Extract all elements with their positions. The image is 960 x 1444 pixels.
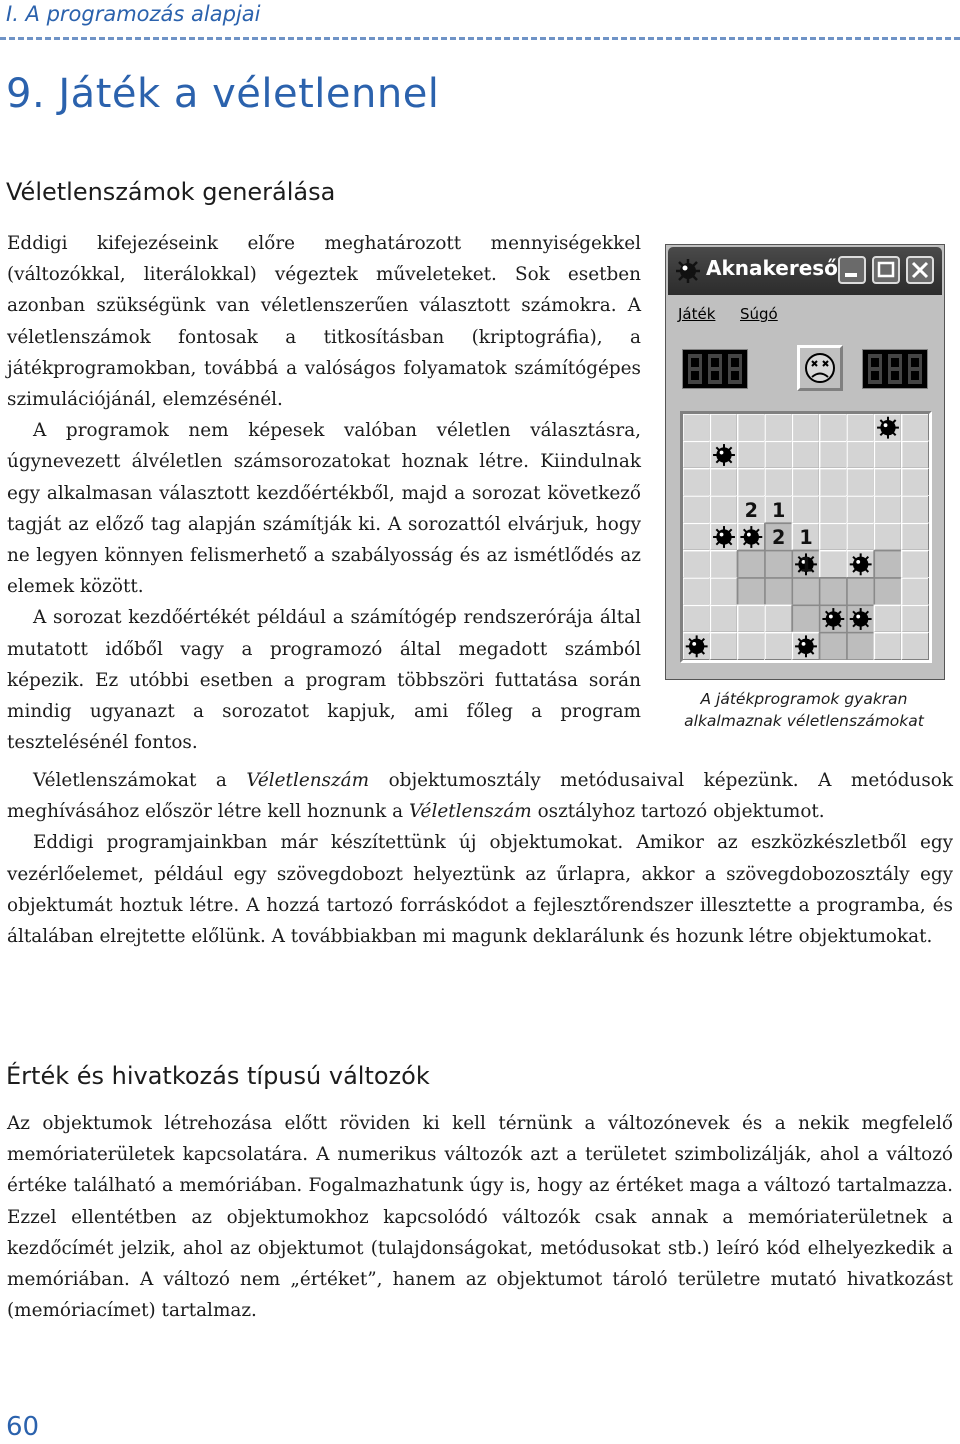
paragraph-3: A sorozat kezdőértékét például a számítógép rendszerórája által mutatott időből vagy a programozó által megadott számból képezik. Ez utóbbi esetben a program többszöri futtatása során mindig ugyanazt a sorozatot kapjuk, ami főleg a program tesztelésénél fontos. [7, 607, 641, 754]
mine-cell[interactable] [710, 551, 737, 578]
menu-game-label: Játék [678, 305, 716, 323]
caption-line-2: alkalmaznak véletlenszámokat [684, 712, 924, 730]
mine-count-number: 2 [744, 498, 758, 522]
mine-count-number: 2 [772, 526, 786, 550]
mine-cell[interactable] [902, 578, 929, 605]
running-head: I. A programozás alapjai [6, 2, 261, 26]
mine-cell[interactable] [765, 441, 792, 468]
mine-count-number: 1 [772, 498, 786, 522]
mine-cell[interactable] [765, 633, 792, 660]
close-icon [908, 258, 932, 282]
mine-cell[interactable] [710, 469, 737, 496]
mine-cell[interactable] [902, 551, 929, 578]
paragraph-1: Eddigi kifejezéseink előre meghatározott mennyiségekkel (változókkal, literálokkal) végeztek műveleteket. Sok esetben azonban szükségünk van véletlenszerűen választott számokra. A véletlenszámok fontosak a titkosításban (kriptográfia), a játékprogramokban, továbbá a valóságos folyamatok számítógépes szimulációjánál, elemzésénél. [7, 233, 641, 411]
mine-count-number: 1 [799, 553, 813, 577]
mine-cell[interactable] [902, 414, 929, 441]
mine-cell[interactable] [738, 633, 765, 660]
mine-icon [877, 417, 899, 439]
chapter-title: 9. Játék a véletlennel [6, 71, 440, 117]
mine-cell[interactable] [847, 633, 874, 660]
mine-cell[interactable] [683, 414, 710, 441]
mine-cell[interactable] [874, 441, 901, 468]
class-name-random-2: Véletlenszám [408, 801, 532, 823]
mine-cell[interactable] [820, 523, 847, 550]
mine-cell[interactable] [820, 441, 847, 468]
mine-cell[interactable] [792, 578, 819, 605]
mine-cell[interactable] [820, 633, 847, 660]
mine-cell[interactable] [792, 414, 819, 441]
mine-cell[interactable] [902, 441, 929, 468]
mine-cell[interactable] [738, 551, 765, 578]
window-title: Aknakereső [706, 256, 838, 280]
mine-cell[interactable] [902, 523, 929, 550]
mine-cell[interactable] [847, 523, 874, 550]
caption-line-1: A játékprogramok gyakran [700, 690, 908, 708]
mine-cell[interactable] [902, 469, 929, 496]
mine-icon [713, 526, 735, 548]
mine-cell[interactable] [683, 496, 710, 523]
mine-cell[interactable] [683, 578, 710, 605]
timer-counter [862, 349, 928, 389]
mine-cell[interactable] [847, 496, 874, 523]
face-button[interactable] [797, 345, 843, 391]
mine-cell[interactable] [820, 414, 847, 441]
section-title-value-reference: Érték és hivatkozás típusú változók [6, 1062, 430, 1090]
mine-cell[interactable] [820, 469, 847, 496]
mine-cell[interactable] [738, 469, 765, 496]
mine-cell[interactable] [792, 469, 819, 496]
mine-cell[interactable] [820, 551, 847, 578]
mine-cell[interactable] [847, 578, 874, 605]
mine-cell[interactable] [792, 496, 819, 523]
mine-cell[interactable] [874, 633, 901, 660]
figure-caption [654, 688, 954, 732]
header-divider [0, 37, 960, 40]
mine-cell[interactable] [683, 469, 710, 496]
mine-cell[interactable] [847, 469, 874, 496]
sad-face-icon [800, 348, 840, 388]
mine-cell[interactable] [874, 578, 901, 605]
mine-cell[interactable] [683, 441, 710, 468]
mine-cell[interactable] [738, 414, 765, 441]
class-name-random: Véletlenszám [246, 770, 370, 791]
paragraph-5: Eddigi programjainkban már készítettünk új objektumokat. Amikor az eszközkészletből egy vezérlőelemet, például egy szövegdobozt helyeztünk az űrlapra, akkor a szövegdobozosztály egy objektumát hoztuk létre. A hozzá tartozó forráskódot a fejlesztőrendszer illesztette a programba, és általában elrejtette előlünk. A továbbiakban mi magunk deklarálunk és hozunk létre objektumokat. [7, 832, 953, 948]
paragraph-4-text-a: Véletlenszámokat a [33, 770, 247, 791]
paragraph-4 [7, 765, 953, 827]
window-titlebar[interactable] [668, 247, 942, 295]
minimize-button[interactable] [838, 256, 866, 284]
mine-counter [682, 349, 748, 389]
mine-cell[interactable] [710, 496, 737, 523]
section-2-text [7, 1108, 953, 1326]
mine-cell[interactable] [683, 551, 710, 578]
mine-cell[interactable] [765, 551, 792, 578]
mine-count-number: 1 [799, 526, 813, 550]
page-number: 60 [6, 1412, 40, 1442]
mine-cell[interactable] [902, 633, 929, 660]
mine-field[interactable] [680, 411, 932, 663]
mine-cell[interactable] [738, 605, 765, 632]
minesweeper-window [665, 244, 945, 680]
full-width-text [7, 765, 953, 952]
mine-app-icon [674, 257, 702, 285]
mine-cell[interactable] [765, 578, 792, 605]
mine-cell[interactable] [902, 605, 929, 632]
mine-cell[interactable] [710, 414, 737, 441]
mine-field-grid[interactable] [683, 414, 929, 660]
mine-cell[interactable] [710, 578, 737, 605]
figure-minesweeper [665, 244, 947, 680]
mine-cell[interactable] [874, 551, 901, 578]
mine-cell[interactable] [738, 441, 765, 468]
close-button[interactable] [906, 256, 934, 284]
status-panel [676, 341, 932, 393]
mine-cell[interactable] [847, 414, 874, 441]
intro-column [7, 228, 641, 758]
mine-cell[interactable] [902, 496, 929, 523]
mine-cell[interactable] [874, 496, 901, 523]
section-title-random-numbers: Véletlenszámok generálása [6, 178, 336, 206]
mine-cell[interactable] [874, 523, 901, 550]
mine-cell[interactable] [710, 605, 737, 632]
mine-cell[interactable] [820, 496, 847, 523]
maximize-icon [874, 258, 898, 282]
mine-cell[interactable] [765, 414, 792, 441]
mine-cell[interactable] [792, 605, 819, 632]
mine-cell[interactable] [792, 441, 819, 468]
mine-cell[interactable] [683, 523, 710, 550]
menu-bar [668, 297, 942, 325]
mine-cell[interactable] [765, 605, 792, 632]
maximize-button[interactable] [872, 256, 900, 284]
minimize-icon [840, 258, 864, 282]
paragraph-2: A programok nem képesek valóban véletlen választásra, úgynevezett álvéletlen számsorozatokat hoznak létre. Kiindulnak egy alkalmasan választott kezdőértékből, majd a sorozat következő tagját az előző tag alapján számítják ki. A sorozattól elvárjuk, hogy ne legyen könnyen felismerhető a szabályosság és az ismétlődés az elemek között. [7, 420, 641, 598]
mine-cell[interactable] [874, 605, 901, 632]
mine-cell[interactable] [738, 578, 765, 605]
mine-cell[interactable] [683, 605, 710, 632]
paragraph-4-text-b: objektumosztály metódusaival képezünk. A metódusok meghívásához először létre kell hoznunk a [7, 770, 953, 823]
mine-cell[interactable] [874, 469, 901, 496]
paragraph-4-text-c: osztályhoz tartozó objektumot. [531, 801, 825, 823]
paragraph-6: Az objektumok létrehozása előtt röviden ki kell térnünk a változónevek és a nekik megfelelő memóriaterületek kapcsolatára. A numerikus változók azt a területet szimbolizálják, ahol a változó értéke található a memóriában. Fogalmazhatunk úgy is, hogy az értéket maga a változó tartalmazza. Ezzel ellentétben az objektumokhoz kapcsolódó változók csak annak a memóriaterületnek a kezdőcímét jelzik, ahol az objektumot (tulajdonságokat, metódusokat stb.) leíró kód elhelyezkedik a memóriában. A változó nem „értéket”, hanem az objektumot tároló területre mutató hivatkozást (memóriacímet) tartalmaz. [7, 1113, 953, 1322]
mine-cell[interactable] [765, 469, 792, 496]
mine-cell[interactable] [847, 441, 874, 468]
menu-help-label: Súgó [740, 305, 778, 323]
mine-cell[interactable] [710, 633, 737, 660]
mine-cell[interactable] [820, 578, 847, 605]
